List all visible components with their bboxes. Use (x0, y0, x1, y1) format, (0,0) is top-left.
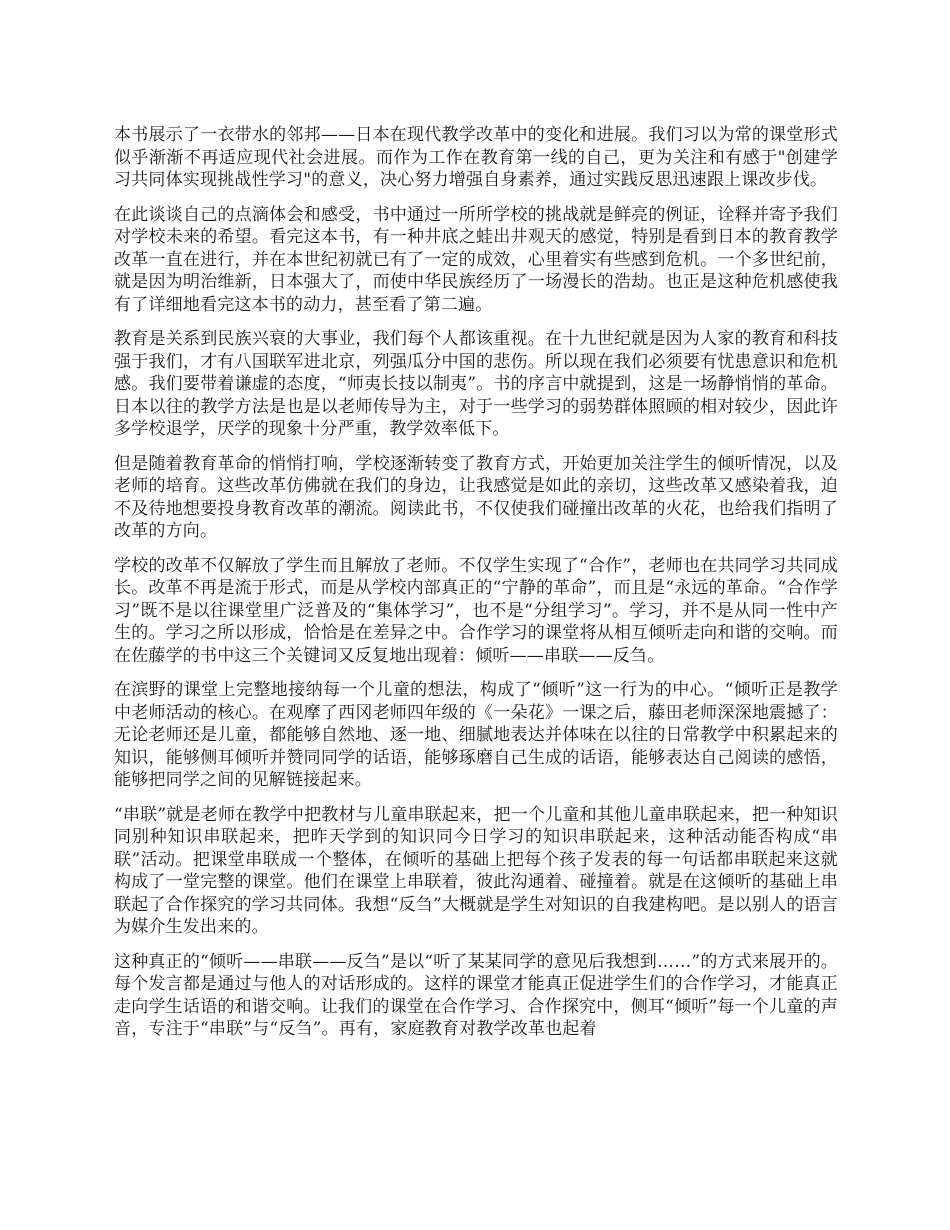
paragraph-7: “串联”就是老师在教学中把教材与儿童串联起来，把一个儿童和其他儿童串联起来，把一种知识同别种知识串联起来，把昨天学到的知识同今日学习的知识串联起来，这种活动能否构成“串联”活动。把课堂串联成一个整体，在倾听的基础上把每个孩子发表的每一句话都串联起来这就构成了一堂完整的课堂。他们在课堂上串联着，彼此沟通着、碰撞着。就是在这倾听的基础上串联起了合作探究的学习共同体。我想“反刍”大概就是学生对知识的自我建构吧。是以别人的语言为媒介生发出来的。 (114, 804, 838, 937)
paragraph-5: 学校的改革不仅解放了学生而且解放了老师。不仅学生实现了“合作”，老师也在共同学习共同成长。改革不再是流于形式，而是从学校内部真正的“宁静的革命”，而且是“永远的革命。“合作学习”既不是以往课堂里广泛普及的“集体学习”，也不是“分组学习”。学习，并不是从同一性中产生的。学习之所以形成，恰恰是在差异之中。合作学习的课堂将从相互倾听走向和谐的交响。而在佐藤学的书中这三个关键词又反复地出现着：倾听——串联——反刍。 (114, 555, 838, 666)
paragraph-2: 在此谈谈自己的点滴体会和感受，书中通过一所所学校的挑战就是鲜亮的例证，诠释并寄予我们对学校未来的希望。看完这本书，有一种井底之蛙出井观天的感觉，特别是看到日本的教育教学改革一直在进行，并在本世纪初就已有了一定的成效，心里着实有些感到危机。一个多世纪前，就是因为明治维新，日本强大了，而使中华民族经历了一场漫长的浩劫。也正是这种危机感使我有了详细地看完这本书的动力，甚至看了第二遍。 (114, 204, 838, 315)
paragraph-8: 这种真正的“倾听——串联——反刍”是以“听了某某同学的意见后我想到……”的方式来展开的。每个发言都是通过与他人的对话形成的。这样的课堂才能真正促进学生们的合作学习，才能真正走向学生话语的和谐交响。让我们的课堂在合作学习、合作探究中，侧耳“倾听”每一个儿童的声音，专注于“串联”与“反刍”。再有，家庭教育对教学改革也起着 (114, 951, 838, 1039)
paragraph-4: 但是随着教育革命的悄悄打响，学校逐渐转变了教育方式，开始更加关注学生的倾听情况，以及老师的培育。这些改革仿佛就在我们的身边，让我感觉是如此的亲切，这些改革又感染着我，迫不及待地想要投身教育改革的潮流。阅读此书，不仅使我们碰撞出改革的火花，也给我们指明了改革的方向。 (114, 453, 838, 541)
paragraph-3: 教育是关系到民族兴衰的大事业，我们每个人都该重视。在十九世纪就是因为人家的教育和科技强于我们，才有八国联军进北京，列强瓜分中国的悲伤。所以现在我们必须要有忧患意识和危机感。我们要带着谦虚的态度，“师夷长技以制夷”。书的序言中就提到，这是一场静悄悄的革命。日本以往的教学方法是也是以老师传导为主，对于一些学习的弱势群体照顾的相对较少，因此许多学校退学，厌学的现象十分严重，教学效率低下。 (114, 329, 838, 439)
paragraph-6: 在滨野的课堂上完整地接纳每一个儿童的想法，构成了“倾听”这一行为的中心。“倾听正是教学中老师活动的核心。在观摩了西冈老师四年级的《一朵花》一课之后，藤田老师深深地震撼了：无论老师还是儿童，都能够自然地、逐一地、细腻地表达并体味在以往的日常教学中积累起来的知识，能够侧耳倾听并赞同同学的话语，能够琢磨自己生成的话语，能够表达自己阅读的感悟，能够把同学之间的见解链接起来。 (114, 680, 838, 790)
document-body (114, 124, 838, 1053)
paragraph-1: 本书展示了一衣带水的邻邦——日本在现代教学改革中的变化和进展。我们习以为常的课堂形式似乎渐渐不再适应现代社会进展。而作为工作在教育第一线的自己，更为关注和有感于"创建学习共同体实现挑战性学习"的意义，决心努力增强自身素养，通过实践反思迅速跟上课改步伐。 (114, 125, 838, 190)
